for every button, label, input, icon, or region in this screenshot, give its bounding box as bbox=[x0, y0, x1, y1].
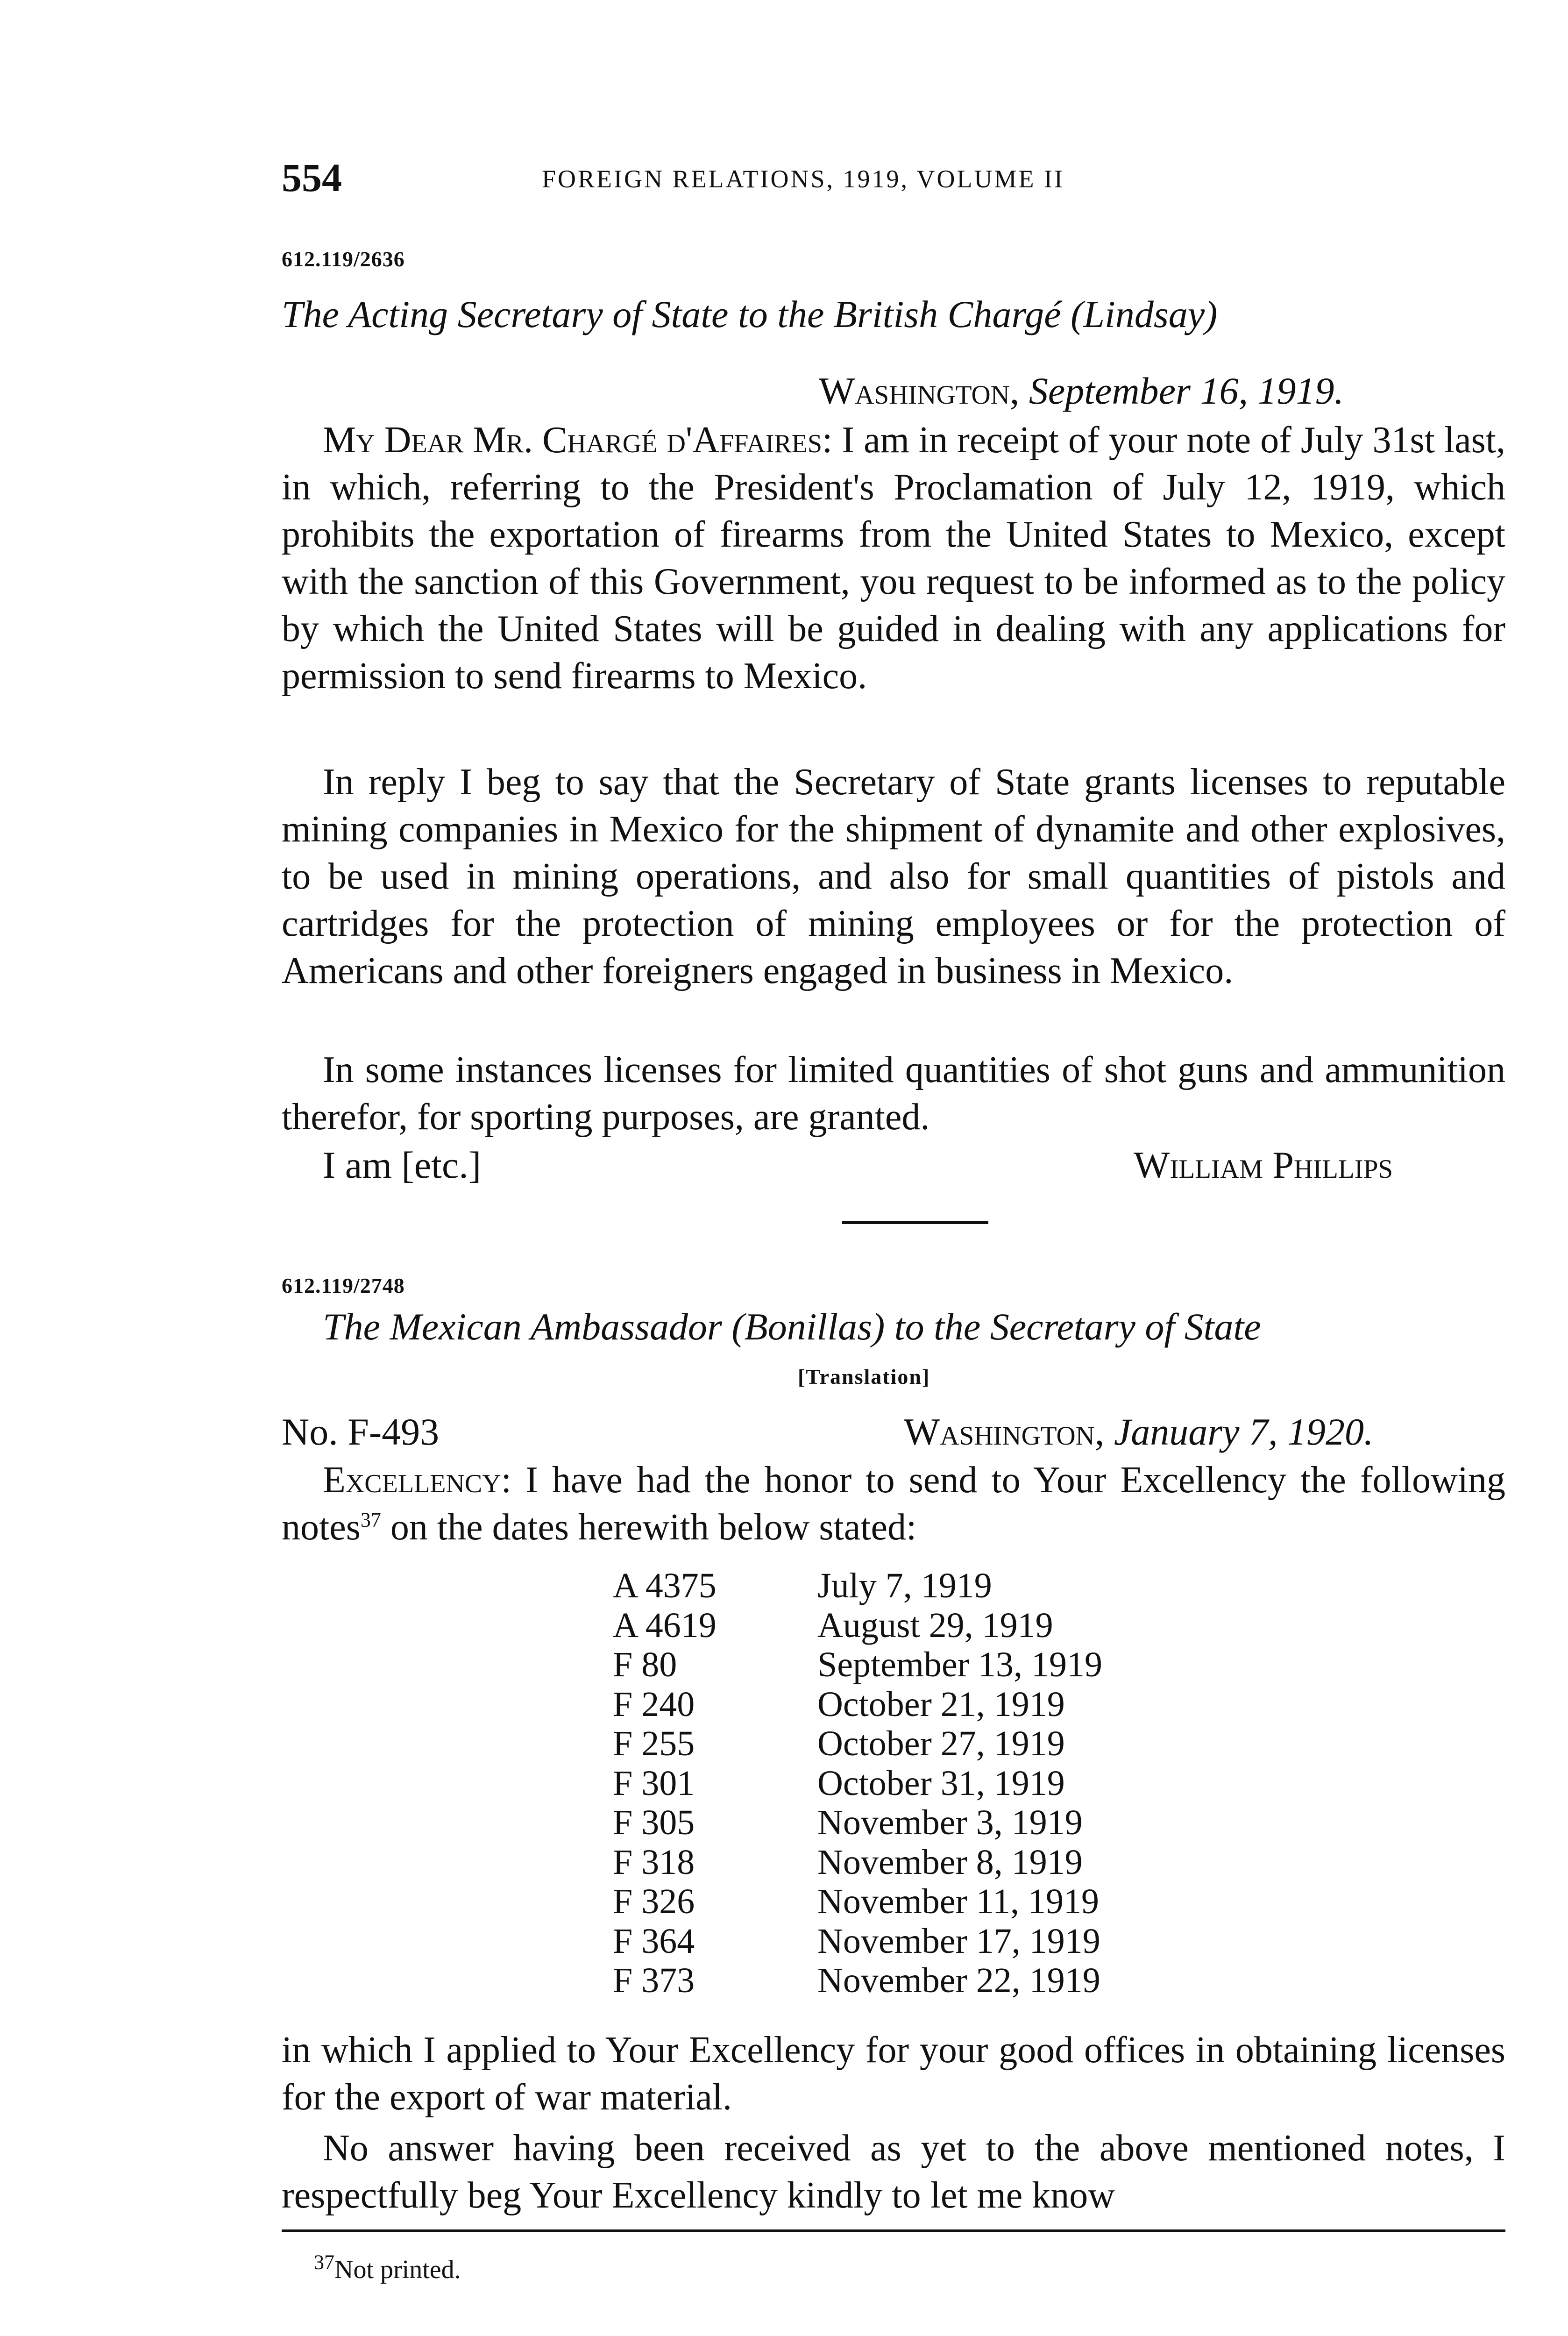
footnote-rule bbox=[282, 2229, 1505, 2232]
footnote-text: Not printed. bbox=[334, 2255, 461, 2284]
notes-table bbox=[613, 1566, 1102, 2001]
notes-table-row bbox=[613, 1803, 1102, 1843]
doc1-dateline-place: Washington, bbox=[819, 370, 1020, 412]
note-code: F 301 bbox=[613, 1763, 695, 1803]
note-code: F 305 bbox=[613, 1803, 695, 1842]
doc1-dateline bbox=[819, 369, 1344, 413]
doc2-file-number: 612.119/2748 bbox=[282, 1274, 405, 1297]
running-title: FOREIGN RELATIONS, 1919, VOLUME II bbox=[542, 165, 1064, 193]
footnote bbox=[314, 2251, 461, 2285]
doc2-title: The Mexican Ambassador (Bonillas) to the Secretary of State bbox=[323, 1305, 1261, 1348]
note-date: July 7, 1919 bbox=[817, 1566, 992, 1605]
doc2-paragraph-1 bbox=[282, 1457, 1505, 1551]
doc2-paragraph-3: No answer having been received as yet to the above mentioned notes, I respectfully beg Your Excellency kindly to let me know bbox=[282, 2128, 1505, 2216]
doc1-paragraph-1-text: I am in receipt of your note of July 31st last, in which, referring to the President's Proclamation of July 12, 1919, which prohibits the exportation of firearms from the United States to Mexico, except with the sanction of this Government, you request to be informed as to the policy by which the United States will be guided in dealing with any applications for permission to send firearms to Mexico. bbox=[282, 420, 1506, 697]
note-code: F 364 bbox=[613, 1921, 695, 1961]
note-date: September 13, 1919 bbox=[817, 1645, 1103, 1684]
doc1-signature: William Phillips bbox=[1134, 1144, 1393, 1186]
doc2-dateline bbox=[904, 1410, 1374, 1454]
doc1-salutation: My Dear Mr. Chargé d'Affaires: bbox=[323, 420, 833, 461]
note-code: F 240 bbox=[613, 1684, 695, 1724]
doc1-title: The Acting Secretary of State to the British Chargé (Lindsay) bbox=[282, 293, 1218, 335]
note-code: A 4619 bbox=[613, 1605, 717, 1645]
note-date: October 31, 1919 bbox=[817, 1763, 1065, 1803]
notes-table-row bbox=[613, 1764, 1102, 1803]
footnote-reference: 37 bbox=[360, 1508, 381, 1531]
note-code: F 326 bbox=[613, 1882, 695, 1921]
note-date: August 29, 1919 bbox=[817, 1605, 1053, 1645]
note-date: November 17, 1919 bbox=[817, 1921, 1100, 1961]
note-date: November 8, 1919 bbox=[817, 1842, 1083, 1882]
doc2-note-number: No. F-493 bbox=[282, 1410, 440, 1453]
translation-note: [Translation] bbox=[798, 1365, 930, 1389]
footnote-marker: 37 bbox=[314, 2251, 334, 2274]
doc1-paragraph-3: In some instances licenses for limited quantities of shot guns and ammunition therefor, for sporting purposes, are granted. bbox=[282, 1049, 1505, 1138]
notes-table-row bbox=[613, 1882, 1102, 1922]
note-code: F 255 bbox=[613, 1724, 695, 1763]
doc2-paragraph-1-text-b: on the dates herewith below stated: bbox=[381, 1507, 917, 1548]
notes-table-row bbox=[613, 1645, 1102, 1685]
doc1-paragraph-2: In reply I beg to say that the Secretary of State grants licenses to reputable mining companies in Mexico for the shipment of dynamite and other explosives, to be used in mining operations, and also for small quantities of pistols and cartridges for the protection of mining employees or for the protection of Americans and other foreigners engaged in business in Mexico. bbox=[282, 762, 1505, 991]
note-date: November 11, 1919 bbox=[817, 1882, 1099, 1921]
notes-table-row bbox=[613, 1566, 1102, 1606]
note-code: A 4375 bbox=[613, 1566, 717, 1605]
doc2-salutation: Excellency: bbox=[323, 1460, 511, 1501]
doc2-dateline-place: Washington, bbox=[904, 1410, 1105, 1453]
notes-table-row bbox=[613, 1961, 1102, 2001]
note-date: October 27, 1919 bbox=[817, 1724, 1065, 1763]
note-date: November 22, 1919 bbox=[817, 1961, 1100, 2000]
section-divider bbox=[842, 1221, 988, 1224]
doc2-paragraph-1-text-a: I have had the honor to send to Your Excellency the following notes bbox=[282, 1460, 1505, 1548]
notes-table-body bbox=[613, 1566, 1102, 2001]
doc1-dateline-date: September 16, 1919. bbox=[1029, 370, 1344, 412]
doc1-closing: I am [etc.] bbox=[323, 1144, 482, 1186]
note-code: F 373 bbox=[613, 1961, 695, 2000]
notes-table-row bbox=[613, 1606, 1102, 1645]
doc2-dateline-date: January 7, 1920. bbox=[1114, 1410, 1374, 1453]
note-code: F 80 bbox=[613, 1645, 677, 1684]
notes-table-row bbox=[613, 1685, 1102, 1724]
notes-table-row bbox=[613, 1922, 1102, 1961]
doc1-paragraph-1 bbox=[282, 417, 1505, 700]
page-number: 554 bbox=[282, 155, 342, 200]
notes-table-row bbox=[613, 1724, 1102, 1764]
note-date: October 21, 1919 bbox=[817, 1684, 1065, 1724]
notes-table-row bbox=[613, 1843, 1102, 1882]
note-date: November 3, 1919 bbox=[817, 1803, 1083, 1842]
doc1-file-number: 612.119/2636 bbox=[282, 247, 405, 271]
doc2-paragraph-2: in which I applied to Your Excellency for your good offices in obtaining licenses for the export of war material. bbox=[282, 2030, 1505, 2118]
note-code: F 318 bbox=[613, 1842, 695, 1882]
